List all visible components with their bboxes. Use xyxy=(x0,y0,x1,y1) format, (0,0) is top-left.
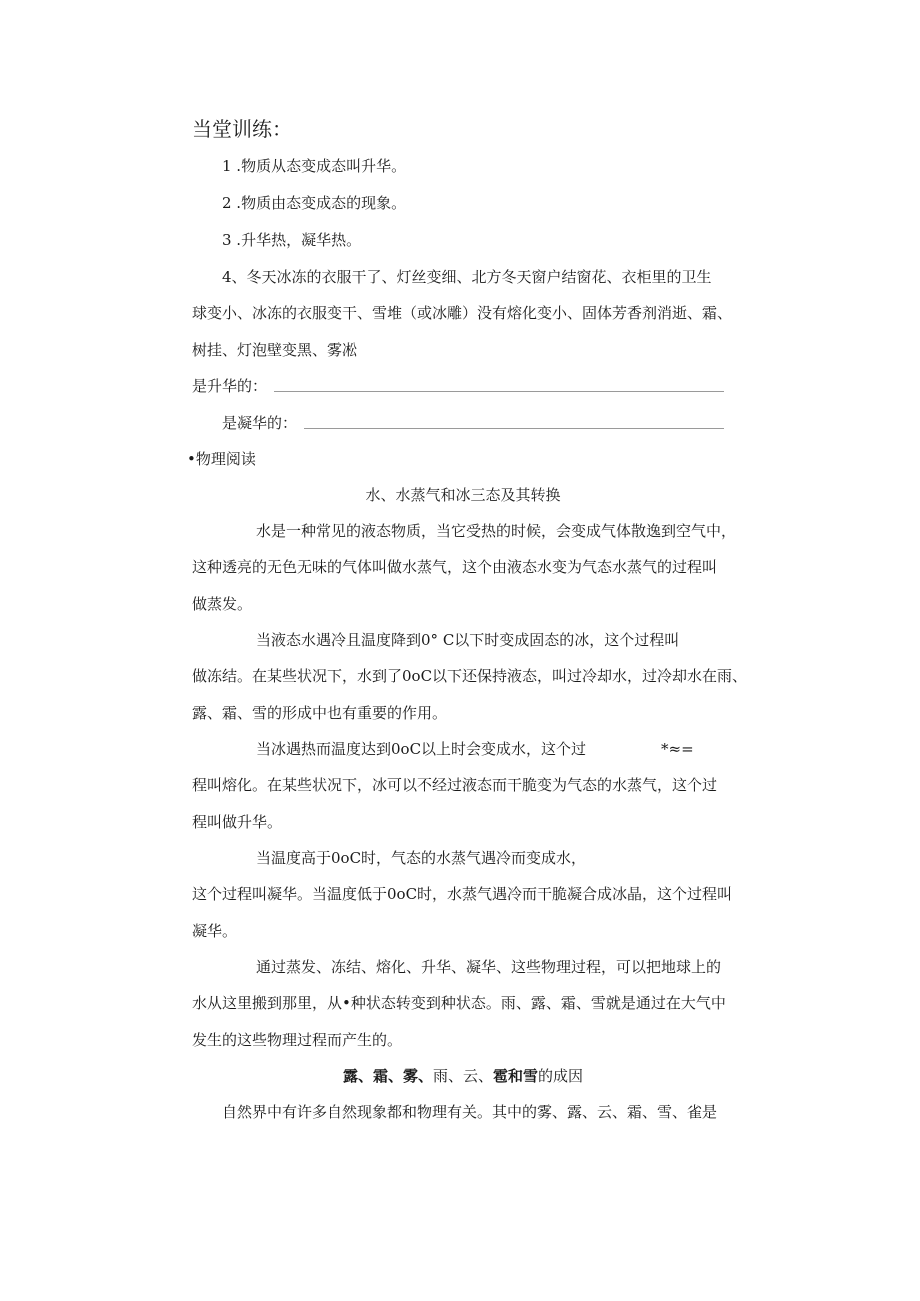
reading-section-label: •物理阅读 xyxy=(187,450,256,468)
reading-p5-line-3: 发生的这些物理过程而产生的。 xyxy=(192,1031,403,1049)
exercise-4-line-1: 4、冬天冰冻的衣服干了、灯丝变细、北方冬天窗户结窗花、衣柜里的卫生 xyxy=(222,268,712,286)
section-2-title-part-2: 雨、云、 xyxy=(432,1067,493,1085)
section-2-p1-line-1: 自然界中有许多自然现象都和物理有关。其中的雾、露、云、霜、雪、雀是 xyxy=(222,1103,718,1121)
sublimation-answer-blank[interactable] xyxy=(274,391,724,392)
exercise-1: 1 .物质从态变成态叫升华。 xyxy=(222,157,407,175)
exercise-4-line-3: 树挂、灯泡壁变黑、雾凇 xyxy=(192,341,358,359)
section-2-title-part-3: 雹和雪 xyxy=(493,1067,539,1085)
desublimation-answer-blank[interactable] xyxy=(304,428,724,429)
reading-title: 水、水蒸气和冰三态及其转换 xyxy=(365,486,561,504)
reading-p3-line-2: 程叫熔化。在某些状况下，冰可以不经过液态而干脆变为气态的水蒸气，这个过 xyxy=(192,776,718,794)
reading-p1-line-1: 水是一种常见的液态物质，当它受热的时候，会变成气体散逸到空气中， xyxy=(256,522,737,540)
reading-p5-line-2: 水从这里搬到那里，从•种状态转变到种状态。雨、露、霜、雪就是通过在大气中 xyxy=(192,994,726,1012)
reading-p2-line-2: 做冻结。在某些状况下，水到了0oC以下还保持液态，叫过冷却水，过冷却水在雨、 xyxy=(192,667,748,685)
reading-p3-symbol: *≈= xyxy=(661,740,694,758)
reading-p3-line-3: 程叫做升华。 xyxy=(192,813,283,831)
exercise-3: 3 .升华热，凝华热。 xyxy=(222,231,362,249)
reading-p3-line-1: 当冰遇热而温度达到0oC以上时会变成水，这个过 xyxy=(256,740,587,758)
reading-p2-line-3: 露、霜、雪的形成中也有重要的作用。 xyxy=(192,704,448,722)
reading-p4-line-1: 当温度高于0oC时，气态的水蒸气遇冷而变成水， xyxy=(256,849,587,867)
page-title: 当堂训练： xyxy=(192,117,292,141)
reading-p4-line-3: 凝华。 xyxy=(192,922,238,940)
reading-p5-line-1: 通过蒸发、冻结、熔化、升华、凝华、这些物理过程，可以把地球上的 xyxy=(256,958,722,976)
section-2-title-part-4: 的成因 xyxy=(538,1067,584,1085)
exercise-4-line-2: 球变小、冰冻的衣服变干、雪堆（或冰雕）没有熔化变小、固体芳香剂消逝、霜、 xyxy=(192,304,733,322)
exercise-2: 2 .物质由态变成态的现象。 xyxy=(222,194,407,212)
section-2-title xyxy=(192,1066,734,1086)
reading-p2-line-1: 当液态水遇冷且温度降到0° C以下时变成固态的冰，这个过程叫 xyxy=(256,631,680,649)
section-2-title-part-1: 露、霜、雾、 xyxy=(342,1067,433,1085)
reading-p1-line-3: 做蒸发。 xyxy=(192,595,253,613)
desublimation-label: 是凝华的： xyxy=(222,414,298,432)
reading-p4-line-2: 这个过程叫凝华。当温度低于0oC时，水蒸气遇冷而干脆凝合成冰晶，这个过程叫 xyxy=(192,885,733,903)
reading-p1-line-2: 这种透亮的无色无味的气体叫做水蒸气，这个由液态水变为气态水蒸气的过程叫 xyxy=(192,558,718,576)
sublimation-label: 是升华的： xyxy=(192,377,268,395)
